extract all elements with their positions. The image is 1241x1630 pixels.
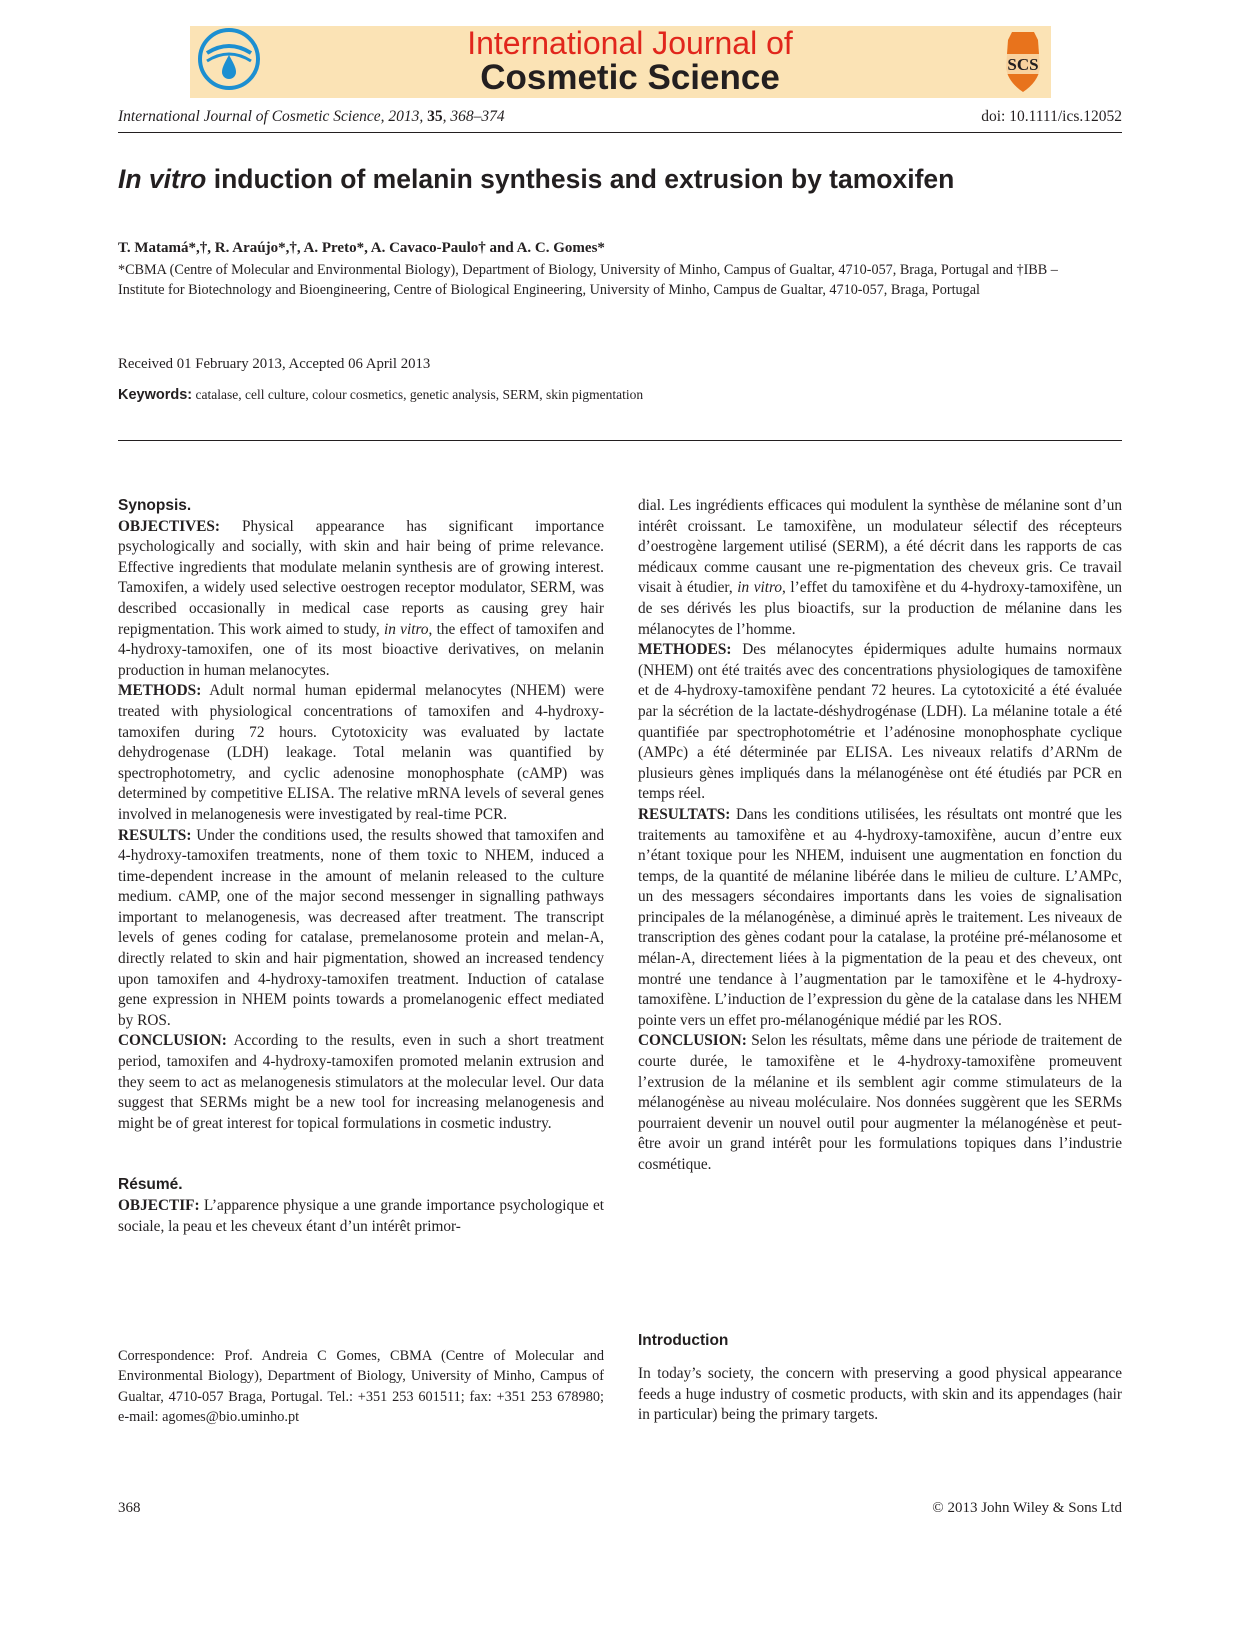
correspondence: Correspondence: Prof. Andreia C Gomes, CBMA (Centre of Molecular and Environmental Biology), Department of Biology, University of Minho, Campus of Gualtar, 4710-057 Braga, Portugal. Tel.: +351 253 601511; fax: +351 253 678980; e-mail: agomes@bio.uminho.pt — [118, 1348, 604, 1426]
citation-line: International Journal of Cosmetic Science, 2013, 35, 368–374 — [118, 108, 505, 125]
journal-title-line2: Cosmetic Science — [480, 58, 780, 97]
page-number: 368 — [118, 1500, 141, 1516]
article-title: In vitro induction of melanin synthesis and extrusion by tamoxifen — [118, 164, 955, 194]
society-logo-icon — [1000, 28, 1046, 94]
right-column — [638, 496, 1122, 1176]
affiliations: *CBMA (Centre of Molecular and Environmental Biology), Department of Biology, University of Minho, Campus of Gualtar, 4710-057, Braga, Portugal and †IBB – Institute for Biotechnology and Bioengineering, Centre of Biological Engineering, University of Minho, Campus de Gualtar, 4710-057, Braga, Portugal — [118, 262, 1058, 298]
synopsis-methods: METHODS: Adult normal human epidermal melanocytes (NHEM) were treated with physiological concentrations of tamoxifen and 4-hydroxy-tamoxifen during 72 hours. Cytotoxicity was evaluated by lactate dehydrogenase (LDH) leakage. Total melanin was quantified by spectrophotometry, and cyclic adenosine monophosphate (cAMP) was determined by competitive ELISA. The relative mRNA levels of several genes involved in melanogenesis were investigated by real-time PCR. — [118, 682, 605, 823]
copyright: © 2013 John Wiley & Sons Ltd — [932, 1500, 1122, 1516]
keywords: Keywords: catalase, cell culture, colour cosmetics, genetic analysis, SERM, skin pigmentation — [118, 387, 644, 403]
journal-title-line1: International Journal of — [467, 25, 793, 61]
synopsis-heading: Synopsis. — [118, 497, 192, 514]
society-logo-text: SCS — [1007, 55, 1039, 74]
resume-methodes: METHODES: Des mélanocytes épidermiques adulte humains normaux (NHEM) ont été traités avec des concentrations physiologiques de tamoxifène et de 4-hydroxy-tamoxifène pendant 72 heures. La cytotoxicité a été évaluée par la sécrétion de la lactate-déshydrogénase (LDH). La mélanine totale a été quantifiée par spectrophotométrie et l’adénosine monophosphate cyclique (AMPc) a été déterminée par ELISA. Les niveaux relatifs d’ARNm de plusieurs gènes impliqués dans la mélanogénèse ont été étudiés par PCR en temps réel. — [638, 641, 1122, 803]
resume-objectif-cont: dial. Les ingrédients efficaces qui modulent la synthèse de mélanine sont d’un intérêt croissant. Le tamoxifène, un modulateur sélectif des récepteurs d’oestrogène largement utilisé (SERM), a été décrit dans les rapports de cas médicaux comme causant une re-pigmentation des cheveux gris. Ce travail visait à étudier, in vitro, l’effet du tamoxifène et du 4-hydroxy-tamoxifène, un de ses dérivés les plus bioactifs, sur la production de mélanine dans les mélanocytes de l’homme. — [638, 497, 1122, 638]
resume-conclusion: CONCLUSION: Selon les résultats, même dans une période de traitement de courte durée, le tamoxifène et le 4-hydroxy-tamoxifène promeuvent l’extrusion de la mélanine et ils semblent agir comme stimulateurs de la mélanogénèse au niveau moléculaire. Nos données suggèrent que les SERMs pourraient devenir un nouvel outil pour augmenter la mélanogénèse et peut-être avoir un grand intérêt pour les formulations topiques dans l’industrie cosmétique. — [638, 1032, 1123, 1173]
journal-logo-icon — [197, 27, 261, 91]
synopsis-conclusion: CONCLUSION: According to the results, even in such a short treatment period, tamoxifen and 4-hydroxy-tamoxifen promoted melanin extrusion and they seem to act as melanogenesis stimulators at the molecular level. Our data suggest that SERMs might be a new tool for increasing melanogenesis and might be of great interest for topical formulations in cosmetic industry. — [118, 1032, 604, 1132]
header-divider — [118, 132, 1122, 133]
resume-heading: Résumé. — [118, 1176, 183, 1194]
resume-objectif-start: OBJECTIF: L’apparence physique a une grande importance psychologique et sociale, la peau et les cheveux étant d’un intérêt primor- — [118, 1197, 604, 1235]
title-divider — [118, 440, 1122, 441]
received-dates: Received 01 February 2013, Accepted 06 April 2013 — [118, 356, 431, 372]
introduction-heading: Introduction — [638, 1332, 729, 1349]
authors: T. Matamá*,†, R. Araújo*,†, A. Preto*, A. Cavaco-Paulo† and A. C. Gomes* — [118, 240, 605, 256]
synopsis-results: RESULTS: Under the conditions used, the results showed that tamoxifen and 4-hydroxy-tamoxifen treatments, none of them toxic to NHEM, induced a time-dependent increase in the amount of melanin released to the culture medium. cAMP, one of the major second messenger in signalling pathways important to melanogenesis, was decreased after treatment. The transcript levels of genes coding for catalase, premelanosome protein and melan-A, directly related to skin and hair pigmentation, showed an increased tendency upon tamoxifen and 4-hydroxy-tamoxifen treatment. Induction of catalase gene expression in NHEM points towards a promelanogenic effect mediated by ROS. — [118, 826, 604, 1029]
doi: doi: 10.1111/ics.12052 — [981, 108, 1122, 125]
introduction-text: In today’s society, the concern with preserving a good physical appearance feeds a huge industry of cosmetic products, with skin and its appendages (hair in particular) being the primary targets. — [638, 1365, 1122, 1424]
left-column — [118, 496, 604, 1237]
resume-resultats: RESULTATS: Dans les conditions utilisées, les résultats ont montré que les traitements au tamoxifène et au 4-hydroxy-tamoxifène, aucun d’entre eux n’étant toxique pour les NHEM, induisent une augmentation en fonction du temps, de la quantité de mélanine libérée dans le milieu de culture. L’AMPc, un des messagers sécondaires importants dans les voies de signalisation principales de la mélanogénèse, a diminué après le traitement. Les niveaux de transcription des gènes codant pour la catalase, la protéine pré-mélanosome et mélan-A, directement liées à la pigmentation de la peau et des cheveux, ont montré une tendance à l’augmentation par le tamoxifène et le 4-hydroxy-tamoxifène. L’induction de l’expression du gène de la catalase dans les NHEM pointe vers un effet pro-mélanogénique médié par les ROS. — [638, 805, 1122, 1029]
synopsis-objectives: OBJECTIVES: Physical appearance has significant importance psychologically and socially, with skin and hair being of prime relevance. Effective ingredients that modulate melanin synthesis are of growing interest. Tamoxifen, a widely used selective oestrogen receptor modulator, SERM, was described occasionally in medical case reports as causing grey hair repigmentation. This work aimed to study, in vitro, the effect of tamoxifen and 4-hydroxy-tamoxifen, one of its most bioactive derivatives, on melanin production in human melanocytes. — [118, 517, 605, 679]
